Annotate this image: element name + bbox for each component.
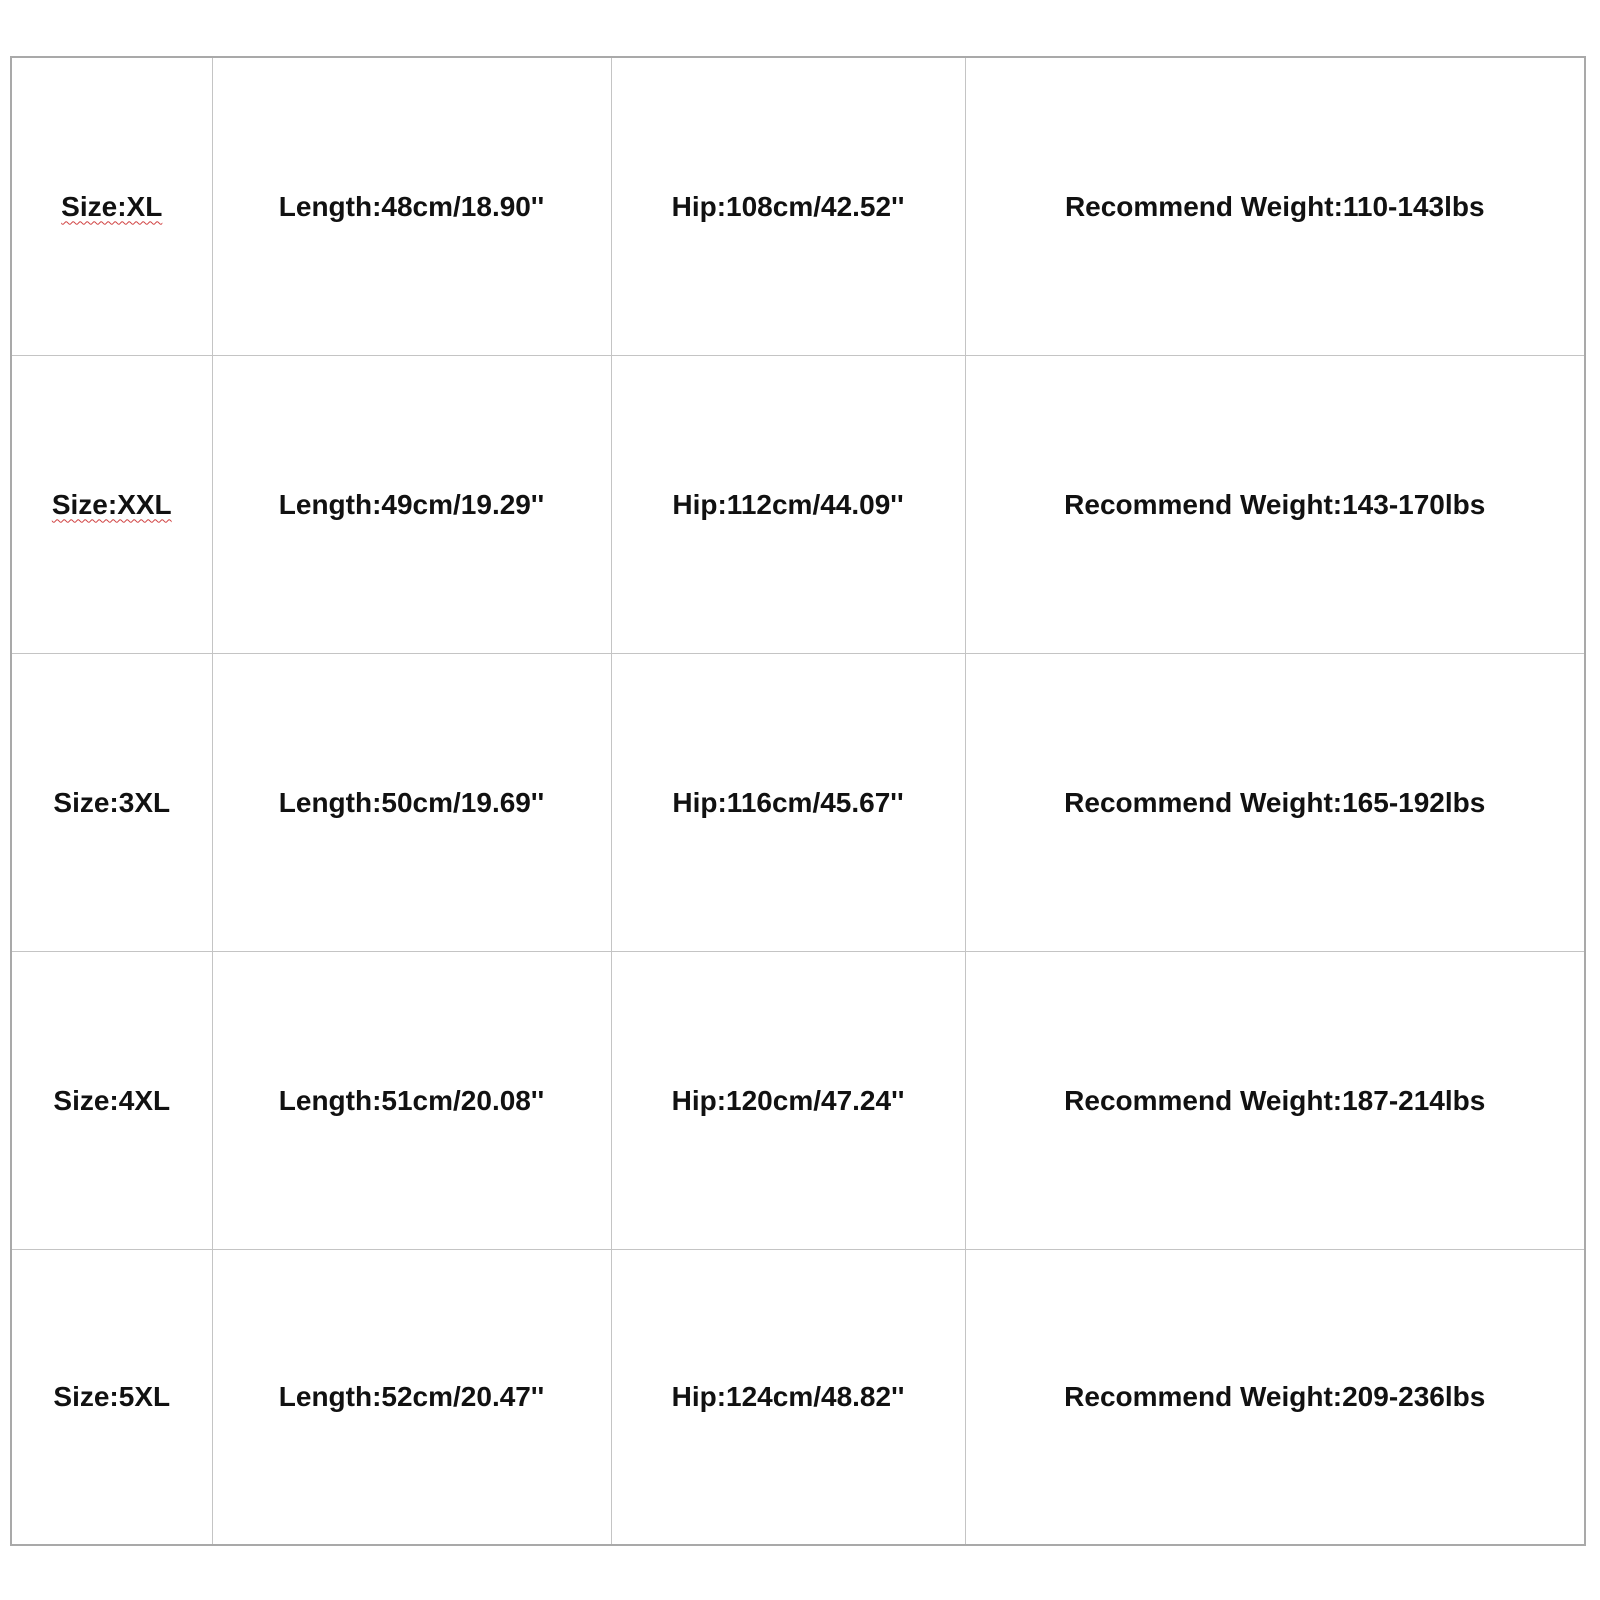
- size-chart-table: [10, 56, 1586, 1546]
- hip-cell: Hip:108cm/42.52'': [611, 57, 965, 356]
- table-row: [11, 952, 1585, 1250]
- size-cell: [11, 1250, 212, 1546]
- size-label: Size:3XL: [53, 786, 171, 818]
- size-cell: [11, 356, 212, 654]
- weight-cell: Recommend Weight:209-236lbs: [965, 1250, 1585, 1546]
- size-label: Size:XL: [61, 190, 163, 222]
- length-cell: Length:52cm/20.47'': [212, 1250, 611, 1546]
- table-row: [11, 57, 1585, 356]
- size-label: Size:5XL: [53, 1381, 171, 1412]
- size-cell: [11, 952, 212, 1250]
- size-label: Size:4XL: [53, 1084, 171, 1116]
- size-cell: [11, 654, 212, 952]
- table-row: [11, 1250, 1585, 1546]
- hip-cell: Hip:116cm/45.67'': [611, 654, 965, 952]
- weight-cell: Recommend Weight:165-192lbs: [965, 654, 1585, 952]
- size-cell: [11, 57, 212, 356]
- length-cell: Length:50cm/19.69'': [212, 654, 611, 952]
- table-row: [11, 356, 1585, 654]
- hip-cell: Hip:112cm/44.09'': [611, 356, 965, 654]
- length-cell: Length:51cm/20.08'': [212, 952, 611, 1250]
- hip-cell: Hip:124cm/48.82'': [611, 1250, 965, 1546]
- size-label: Size:XXL: [51, 488, 172, 520]
- length-cell: Length:48cm/18.90'': [212, 57, 611, 356]
- weight-cell: Recommend Weight:110-143lbs: [965, 57, 1585, 356]
- length-cell: Length:49cm/19.29'': [212, 356, 611, 654]
- hip-cell: Hip:120cm/47.24'': [611, 952, 965, 1250]
- weight-cell: Recommend Weight:187-214lbs: [965, 952, 1585, 1250]
- weight-cell: Recommend Weight:143-170lbs: [965, 356, 1585, 654]
- table-row: [11, 654, 1585, 952]
